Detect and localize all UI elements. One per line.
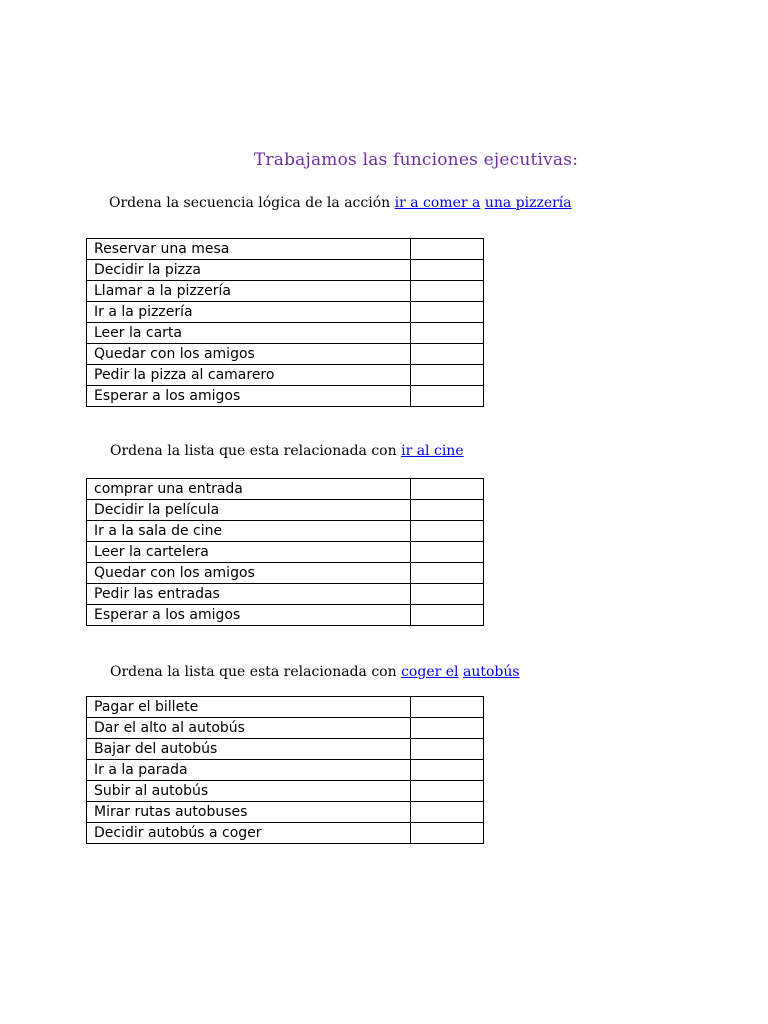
table-row: [87, 563, 484, 584]
page-title: Trabajamos las funciones ejecutivas:: [253, 150, 579, 170]
order-answer-cell[interactable]: [411, 239, 484, 260]
order-answer-cell[interactable]: [411, 605, 484, 626]
step-label: Bajar del autobús: [87, 739, 411, 760]
step-label: Quedar con los amigos: [87, 344, 411, 365]
table-row: [87, 323, 484, 344]
order-answer-cell[interactable]: [411, 260, 484, 281]
table-row: [87, 781, 484, 802]
order-answer-cell[interactable]: [411, 781, 484, 802]
table-row: [87, 500, 484, 521]
table-row: [87, 365, 484, 386]
table-row: [87, 239, 484, 260]
order-answer-cell[interactable]: [411, 386, 484, 407]
sequence-table-pizzeria: [86, 238, 484, 407]
step-label: Dar el alto al autobús: [87, 718, 411, 739]
table-row: [87, 521, 484, 542]
table-row: [87, 281, 484, 302]
instruction-pizzeria: [109, 195, 572, 211]
table-row: [87, 479, 484, 500]
table-row: [87, 584, 484, 605]
instruction-text: Ordena la lista que esta relacionada con: [110, 664, 402, 680]
step-label: Reservar una mesa: [87, 239, 411, 260]
table-row: [87, 823, 484, 844]
instruction-text: Ordena la lista que esta relacionada con: [110, 443, 402, 459]
order-answer-cell[interactable]: [411, 802, 484, 823]
step-label: Subir al autobús: [87, 781, 411, 802]
table-row: [87, 739, 484, 760]
step-label: Pedir las entradas: [87, 584, 411, 605]
instruction-text: Ordena la secuencia lógica de la acción: [109, 195, 395, 211]
order-answer-cell[interactable]: [411, 584, 484, 605]
step-label: Decidir la película: [87, 500, 411, 521]
table-row: [87, 344, 484, 365]
order-answer-cell[interactable]: [411, 479, 484, 500]
step-label: Llamar a la pizzería: [87, 281, 411, 302]
step-label: Decidir autobús a coger: [87, 823, 411, 844]
step-label: Leer la carta: [87, 323, 411, 344]
table-row: [87, 260, 484, 281]
order-answer-cell[interactable]: [411, 302, 484, 323]
order-answer-cell[interactable]: [411, 365, 484, 386]
table-row: [87, 802, 484, 823]
step-label: comprar una entrada: [87, 479, 411, 500]
order-answer-cell[interactable]: [411, 563, 484, 584]
step-label: Pedir la pizza al camarero: [87, 365, 411, 386]
link-ir-a-comer-a[interactable]: ir a comer a: [394, 195, 481, 211]
order-answer-cell[interactable]: [411, 739, 484, 760]
link-ir-al-cine[interactable]: ir al cine: [401, 443, 464, 459]
table-row: [87, 697, 484, 718]
table-row: [87, 302, 484, 323]
order-answer-cell[interactable]: [411, 323, 484, 344]
step-label: Quedar con los amigos: [87, 563, 411, 584]
order-answer-cell[interactable]: [411, 542, 484, 563]
order-answer-cell[interactable]: [411, 760, 484, 781]
link-una-pizzeria[interactable]: una pizzería: [484, 195, 572, 211]
order-answer-cell[interactable]: [411, 344, 484, 365]
step-label: Ir a la pizzería: [87, 302, 411, 323]
table-row: [87, 718, 484, 739]
table-row: [87, 605, 484, 626]
step-label: Decidir la pizza: [87, 260, 411, 281]
sequence-table-autobus: [86, 696, 484, 844]
step-label: Ir a la sala de cine: [87, 521, 411, 542]
instruction-cine: [110, 443, 464, 459]
order-answer-cell[interactable]: [411, 823, 484, 844]
order-answer-cell[interactable]: [411, 521, 484, 542]
table-row: [87, 760, 484, 781]
table-row: [87, 386, 484, 407]
order-answer-cell[interactable]: [411, 718, 484, 739]
step-label: Esperar a los amigos: [87, 386, 411, 407]
table-row: [87, 542, 484, 563]
order-answer-cell[interactable]: [411, 281, 484, 302]
link-coger-el[interactable]: coger el: [401, 664, 459, 680]
order-answer-cell[interactable]: [411, 500, 484, 521]
step-label: Esperar a los amigos: [87, 605, 411, 626]
step-label: Mirar rutas autobuses: [87, 802, 411, 823]
instruction-autobus: [110, 664, 520, 680]
step-label: Leer la cartelera: [87, 542, 411, 563]
step-label: Pagar el billete: [87, 697, 411, 718]
link-autobus[interactable]: autobús: [462, 664, 520, 680]
sequence-table-cine: [86, 478, 484, 626]
step-label: Ir a la parada: [87, 760, 411, 781]
order-answer-cell[interactable]: [411, 697, 484, 718]
